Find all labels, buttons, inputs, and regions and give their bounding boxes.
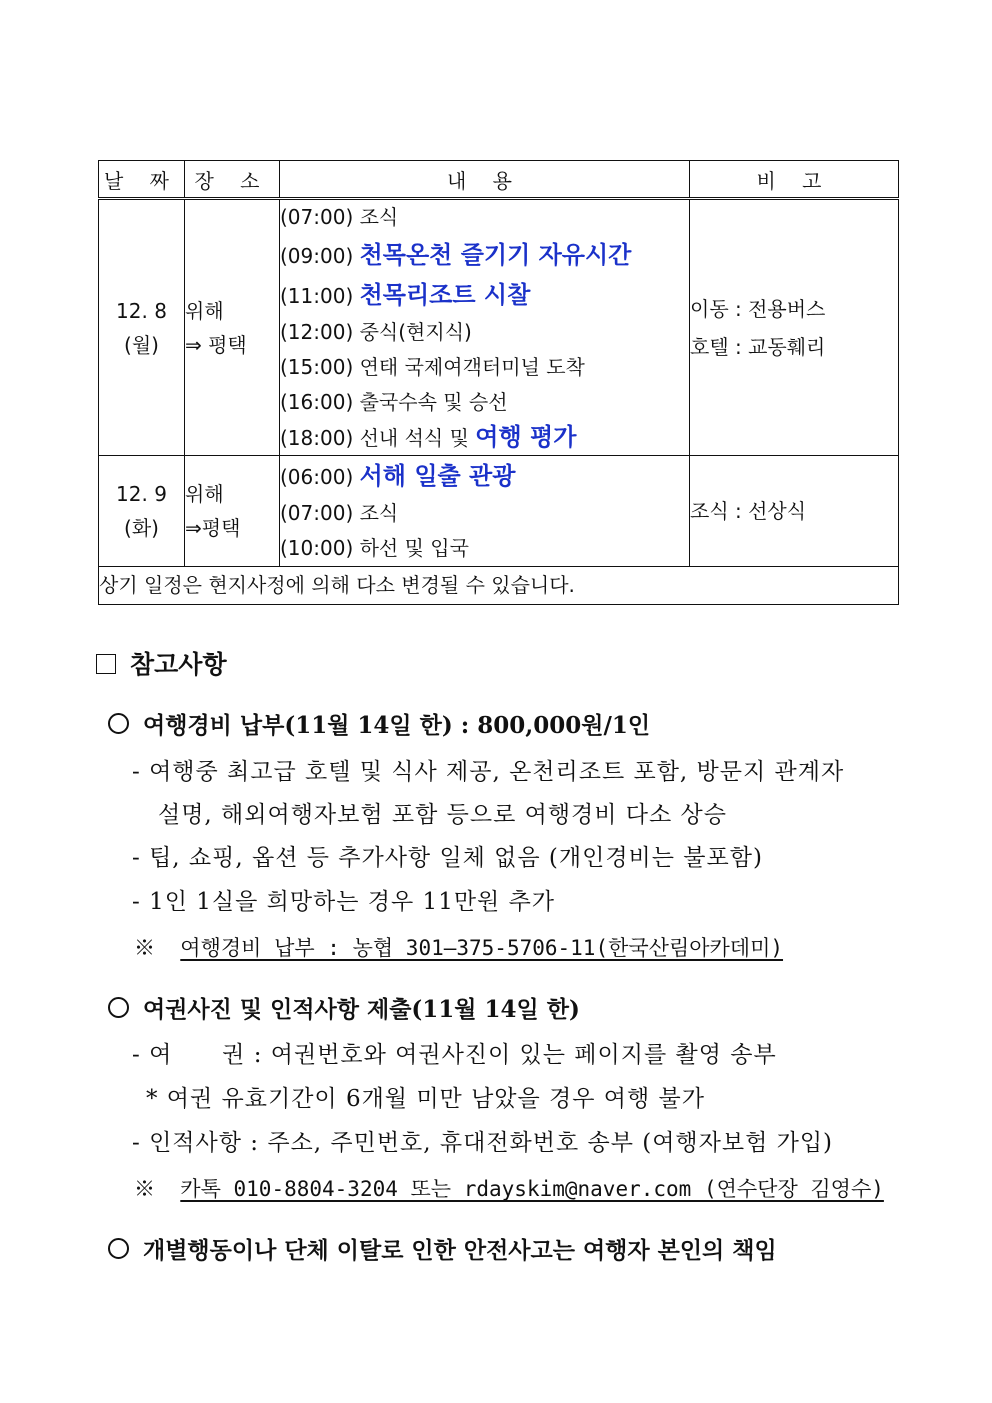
item-time: (16:00) xyxy=(280,390,354,414)
fee-heading-text: 여행경비 납부(11월 14일 한) : 800,000원/1인 xyxy=(143,712,651,739)
reference-title-text: 참고사항 xyxy=(130,650,227,679)
safety-heading-text: 개별행동이나 단체 이탈로 인한 안전사고는 여행자 본인의 책임 xyxy=(143,1237,777,1264)
item-highlight: 천목리조트 시찰 xyxy=(359,281,531,309)
date-text: 12. 8 xyxy=(116,298,167,323)
fee-line: - 1인 1실을 희망하는 경우 11만원 추가 xyxy=(132,889,556,915)
place-from: 위해 xyxy=(185,482,224,506)
row-date xyxy=(99,199,185,456)
contact-text: 카톡 010-8804-3204 또는 rdayskim@naver.com (연수단장 김영수) xyxy=(180,1177,884,1201)
schedule-item xyxy=(280,200,689,235)
row-date xyxy=(99,456,185,567)
schedule-item xyxy=(280,456,689,496)
item-text: 선내 석식 및 xyxy=(359,426,469,450)
item-time: (18:00) xyxy=(280,426,354,450)
reference-mark-icon: ※ xyxy=(134,936,155,960)
fee-line: - 여행중 최고급 호텔 및 식사 제공, 온천리조트 포함, 방문지 관계자 xyxy=(132,759,845,785)
item-time: (07:00) xyxy=(280,205,354,229)
schedule-item xyxy=(280,235,689,275)
row-note xyxy=(690,199,899,456)
row-note xyxy=(690,456,899,567)
schedule-table xyxy=(98,160,899,605)
row-place xyxy=(185,199,280,456)
footnote-row xyxy=(99,567,899,605)
fee-heading xyxy=(108,707,650,740)
item-time: (07:00) xyxy=(280,501,354,525)
contact-note xyxy=(134,1173,884,1203)
header-content: 내 용 xyxy=(280,161,690,199)
reference-mark-icon: ※ xyxy=(134,1177,155,1201)
schedule-item xyxy=(280,531,689,566)
item-time: (09:00) xyxy=(280,244,354,268)
place-from: 위해 xyxy=(185,298,224,323)
circle-bullet-icon xyxy=(108,1238,129,1259)
row-content xyxy=(280,456,690,567)
circle-bullet-icon xyxy=(108,713,129,734)
schedule-item xyxy=(280,385,689,420)
passport-line: - 인적사항 : 주소, 주민번호, 휴대전화번호 송부 (여행자보험 가입) xyxy=(132,1130,834,1156)
item-text: 조식 xyxy=(359,205,399,229)
note-meal: 조식 : 선상식 xyxy=(690,499,807,523)
item-text: 연태 국제여객터미널 도착 xyxy=(359,355,585,379)
schedule-item xyxy=(280,275,689,315)
item-highlight: 서해 일출 관광 xyxy=(359,462,516,490)
passport-heading xyxy=(108,991,580,1024)
schedule-item xyxy=(280,350,689,385)
header-note: 비 고 xyxy=(690,161,899,199)
place-to: ⇒ 평택 xyxy=(185,332,247,357)
item-time: (12:00) xyxy=(280,320,354,344)
item-text: 하선 및 입국 xyxy=(359,536,469,560)
passport-heading-text: 여권사진 및 인적사항 제출(11월 14일 한) xyxy=(143,996,580,1023)
checkbox-square-icon xyxy=(96,654,116,674)
header-date: 날 짜 xyxy=(99,161,185,199)
item-time: (11:00) xyxy=(280,284,354,308)
item-time: (06:00) xyxy=(280,465,354,489)
weekday-text: (월) xyxy=(124,332,159,357)
row-place xyxy=(185,456,280,567)
date-text: 12. 9 xyxy=(116,482,167,506)
table-header-row xyxy=(99,161,899,199)
fee-line: - 팁, 쇼핑, 옵션 등 추가사항 일체 없음 (개인경비는 불포함) xyxy=(132,845,763,871)
note-transport: 이동 : 전용버스 xyxy=(690,296,826,321)
passport-line: * 여권 유효기간이 6개월 미만 남았을 경우 여행 불가 xyxy=(146,1086,705,1112)
fee-line: 설명, 해외여행자보험 포함 등으로 여행경비 다소 상승 xyxy=(158,802,727,828)
weekday-text: (화) xyxy=(124,516,159,540)
reference-title xyxy=(96,645,227,681)
safety-heading xyxy=(108,1232,777,1265)
row-content xyxy=(280,199,690,456)
schedule-item xyxy=(280,315,689,350)
item-highlight: 천목온천 즐기기 자유시간 xyxy=(359,241,632,269)
table-row xyxy=(99,199,899,456)
note-hotel: 호텔 : 교동훼리 xyxy=(690,334,826,359)
circle-bullet-icon xyxy=(108,997,129,1018)
schedule-item xyxy=(280,420,689,455)
item-time: (10:00) xyxy=(280,536,354,560)
header-place: 장 소 xyxy=(185,161,280,199)
fee-account-note xyxy=(134,932,783,962)
schedule-item xyxy=(280,496,689,531)
passport-line: - 여 권 : 여권번호와 여권사진이 있는 페이지를 촬영 송부 xyxy=(132,1042,777,1068)
item-text: 중식(현지식) xyxy=(359,320,472,344)
table-row xyxy=(99,456,899,567)
schedule-footnote: 상기 일정은 현지사정에 의해 다소 변경될 수 있습니다. xyxy=(99,567,899,605)
place-to: ⇒평택 xyxy=(185,516,241,540)
item-time: (15:00) xyxy=(280,355,354,379)
item-text: 출국수속 및 승선 xyxy=(359,390,508,414)
item-text: 조식 xyxy=(359,501,399,525)
fee-account-text: 여행경비 납부 : 농협 301—375-5706-11(한국산림아카데미) xyxy=(180,936,784,960)
item-highlight: 여행 평가 xyxy=(475,423,577,451)
